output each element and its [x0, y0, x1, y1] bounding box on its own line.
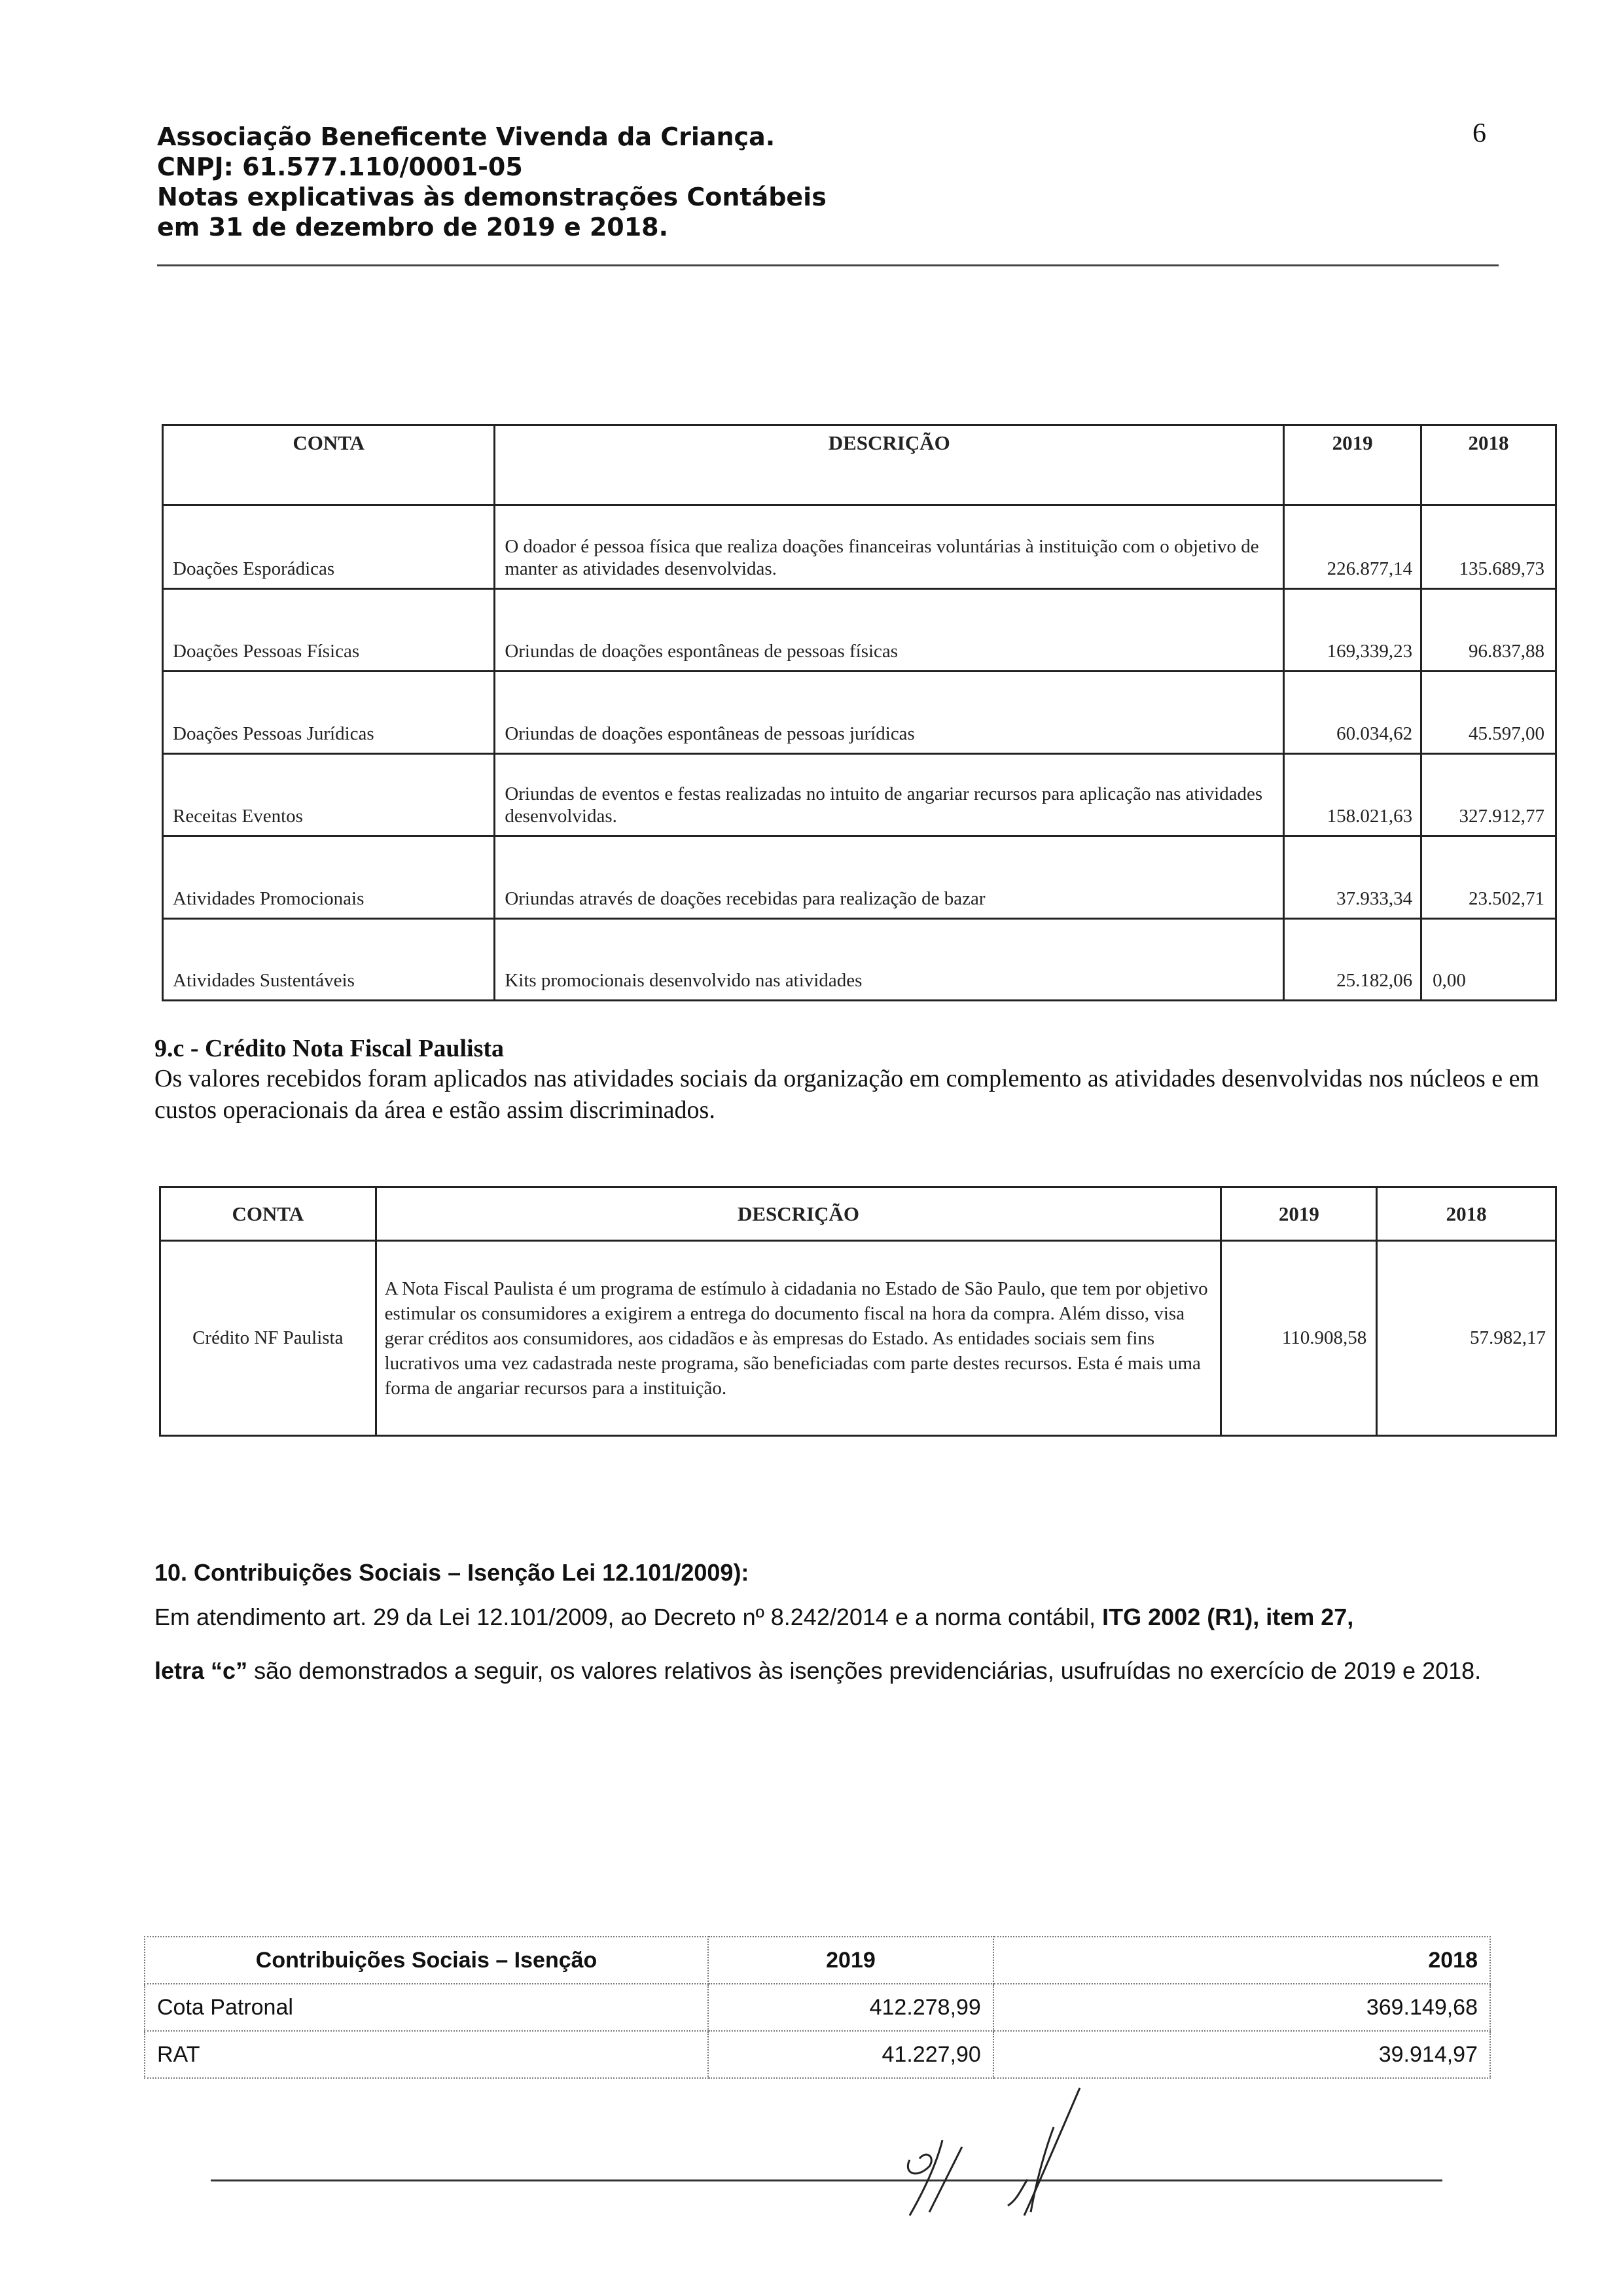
row-conta: Atividades Promocionais [163, 836, 495, 919]
row-conta: Doações Pessoas Jurídicas [163, 672, 495, 754]
row-value-2018: 57.982,17 [1377, 1241, 1556, 1436]
table-row [145, 1984, 1490, 2031]
signature-image [864, 2081, 1099, 2225]
org-cnpj: CNPJ: 61.577.110/0001-05 [157, 152, 523, 181]
nf-paulista-table [159, 1186, 1557, 1437]
col-header-2019: 2019 [1221, 1187, 1377, 1241]
row-conta: Doações Esporádicas [163, 505, 495, 589]
row-value-2019: 412.278,99 [708, 1984, 993, 2031]
row-conta: Receitas Eventos [163, 754, 495, 836]
table-row [145, 2031, 1490, 2078]
row-value-2018: 135.689,73 [1421, 505, 1556, 589]
row-value-2019: 158.021,63 [1284, 754, 1421, 836]
row-value-2019: 110.908,58 [1221, 1241, 1377, 1436]
row-value-2018: 327.912,77 [1421, 754, 1556, 836]
section-10-text-c: letra “c” [154, 1657, 248, 1684]
social-contributions-table [144, 1936, 1491, 2079]
doc-date: em 31 de dezembro de 2019 e 2018. [157, 213, 669, 242]
revenue-table [162, 424, 1557, 1001]
table-row [163, 919, 1556, 1001]
col-header-2019: 2019 [708, 1937, 993, 1984]
col-header-2019: 2019 [1284, 425, 1421, 505]
row-value-2019: 25.182,06 [1284, 919, 1421, 1001]
col-header-2018: 2018 [1421, 425, 1556, 505]
section-10-text-d: são demonstrados a seguir, os valores relativos às isenções previdenciárias, usufruídas no exercício de 2019 e 2018. [254, 1657, 1482, 1684]
col-header-descricao: DESCRIÇÃO [495, 425, 1284, 505]
row-value-2018: 96.837,88 [1421, 589, 1556, 672]
row-conta: Atividades Sustentáveis [163, 919, 495, 1001]
col-header-contribuicoes: Contribuições Sociais – Isenção [145, 1937, 708, 1984]
row-descricao: Oriundas através de doações recebidas para realização de bazar [495, 836, 1284, 919]
section-9c-text: Os valores recebidos foram aplicados nas atividades sociais da organização em complemento as atividades desenvolvidas nos núcleos e em custos operacionais da área e estão assim discriminados. [154, 1065, 1540, 1124]
row-conta: Crédito NF Paulista [160, 1241, 376, 1436]
table-row [160, 1241, 1556, 1436]
page-number: 6 [1472, 118, 1486, 149]
row-descricao: O doador é pessoa física que realiza doações financeiras voluntárias à instituição com o objetivo de manter as atividades desenvolvidas. [495, 505, 1284, 589]
section-10-text [154, 1590, 1561, 1698]
header-rule [157, 264, 1499, 266]
table-row [163, 505, 1556, 589]
row-value-2018: 369.149,68 [993, 1984, 1490, 2031]
row-value-2019: 60.034,62 [1284, 672, 1421, 754]
section-9c-title: 9.c - Crédito Nota Fiscal Paulista [154, 1035, 505, 1062]
org-name: Associação Beneficente Vivenda da Criança. [157, 122, 776, 151]
row-value-2018: 0,00 [1421, 919, 1556, 1001]
row-label: RAT [145, 2031, 708, 2078]
section-10-title: 10. Contribuições Sociais – Isenção Lei 12.101/2009): [154, 1559, 749, 1586]
table-row [163, 754, 1556, 836]
row-descricao: Oriundas de eventos e festas realizadas no intuito de angariar recursos para aplicação nas atividades desenvolvidas. [495, 754, 1284, 836]
section-10-text-b: ITG 2002 (R1), item 27, [1102, 1604, 1354, 1630]
table-row [163, 672, 1556, 754]
col-header-descricao: DESCRIÇÃO [376, 1187, 1221, 1241]
row-value-2019: 37.933,34 [1284, 836, 1421, 919]
row-descricao: Oriundas de doações espontâneas de pessoas físicas [495, 589, 1284, 672]
table-row [163, 836, 1556, 919]
row-value-2019: 41.227,90 [708, 2031, 993, 2078]
row-descricao: A Nota Fiscal Paulista é um programa de estímulo à cidadania no Estado de São Paulo, que tem por objetivo estimular os consumidores a exigirem a entrega do documento fiscal na hora da compra. Além disso, visa gerar créditos aos consumidores, aos cidadãos e às empresas do Estado. As entidades sociais sem fins lucrativos uma vez cadastrada neste programa, são beneficiadas com parte destes recursos. Esta é mais uma forma de angariar recursos para a instituição. [376, 1241, 1221, 1436]
section-10-text-a: Em atendimento art. 29 da Lei 12.101/2009, ao Decreto nº 8.242/2014 e a norma contábil, [154, 1604, 1096, 1630]
doc-title: Notas explicativas às demonstrações Contábeis [157, 183, 827, 211]
signature-line [211, 2179, 1442, 2181]
row-conta: Doações Pessoas Físicas [163, 589, 495, 672]
row-value-2019: 226.877,14 [1284, 505, 1421, 589]
col-header-2018: 2018 [1377, 1187, 1556, 1241]
row-value-2019: 169,339,23 [1284, 589, 1421, 672]
row-value-2018: 39.914,97 [993, 2031, 1490, 2078]
col-header-conta: CONTA [163, 425, 495, 505]
row-value-2018: 45.597,00 [1421, 672, 1556, 754]
table-row [163, 589, 1556, 672]
row-descricao: Kits promocionais desenvolvido nas atividades [495, 919, 1284, 1001]
col-header-conta: CONTA [160, 1187, 376, 1241]
row-descricao: Oriundas de doações espontâneas de pessoas jurídicas [495, 672, 1284, 754]
row-label: Cota Patronal [145, 1984, 708, 2031]
col-header-2018: 2018 [993, 1937, 1490, 1984]
row-value-2018: 23.502,71 [1421, 836, 1556, 919]
